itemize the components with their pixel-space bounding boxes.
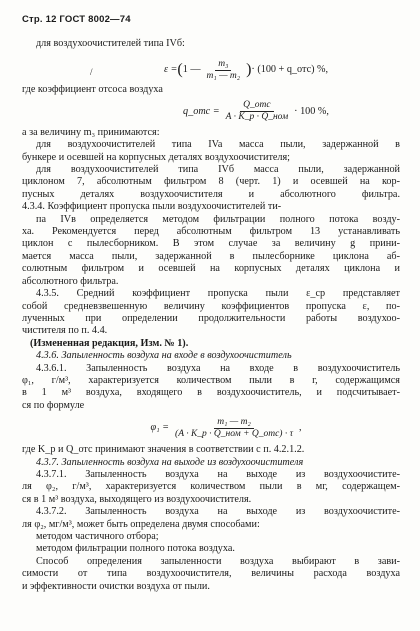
text-line: ся в 1 м³ воздуха, выходящего из воздухоочистителя. (22, 493, 252, 505)
fraction-numerator: m₃ (215, 59, 231, 71)
text-line: φ₁, г/м³, характеризуется количеством пыли в г, содержащимся (22, 374, 400, 386)
formula-phi (52, 412, 400, 444)
text-line: мается масса пыли, задержанной в пылесборнике циклона аб- (22, 250, 400, 262)
text-line: ся по формуле (22, 399, 85, 411)
text-line: для воздухоочистителей типа IVб: (36, 38, 185, 49)
text-line: 4.3.6.1. Запыленность воздуха на входе в воздухоочиститель (36, 362, 400, 374)
fraction (172, 417, 296, 440)
text-line: ля φ₂, мг/м³, может быть определена двумя способами: (22, 518, 260, 530)
stray-mark: / (90, 67, 93, 77)
formula-qotc (112, 97, 400, 127)
formula-lhs: ε = (163, 64, 178, 76)
text-line: лученных при определении продолжительности работы воздухоо- (22, 312, 400, 324)
text-line: для воздухоочистителей типа IVa масса пыли, задержанной в (36, 139, 400, 151)
fraction (204, 59, 244, 82)
text-line: методом фильтрации полного потока воздуха. (36, 543, 235, 555)
text-line: 4.3.7.1. Запыленность воздуха на выходе из воздухоочистите- (36, 468, 400, 480)
text-line: а за величину m₃ принимаются: (22, 126, 160, 138)
text-line: ха. Рекомендуется перед абсолютным фильтром 13 устанавливать (22, 226, 400, 238)
formula-tail: · 100 %, (294, 105, 329, 117)
text-line: где коэффициент отсоса воздуха (22, 84, 163, 96)
text-line: Способ определения запыленности воздуха выбирают в зави- (36, 555, 400, 567)
text-line: циклон с пылесборником. В этом случае за величину g прини- (22, 238, 400, 250)
formula-tail: , (299, 421, 302, 433)
text-line: 4.3.7.2. Запыленность воздуха на выходе из воздухоочистите- (36, 506, 400, 518)
text-line: и эффективности очистки воздуха от пыли. (22, 580, 210, 592)
text-line: циклоном 7, абсолютным фильтром 8 (черт. 1) и осевшей на кор- (22, 176, 400, 188)
text-line: абсолютного фильтра. (22, 275, 119, 287)
text-line: где K_р и Q_отс принимают значения в соответствии с п. 4.2.1.2. (22, 444, 305, 456)
formula-epsilon: ε = ( 1 — $\frac{\text{m₃}}{\text{m₁ — m₂}}$ ) · (100 + q_отс) %, (163, 58, 329, 81)
text-line: симости от типа воздухоочистителя, величины расхода воздуха (22, 568, 400, 580)
formula-term: 1 — (182, 64, 201, 76)
section-heading: 4.3.7. Запыленность воздуха на выходе из воздухоочистителя (36, 456, 304, 468)
formula-lhs: q_отс = (183, 105, 220, 117)
text-line: бункере и осевшей на корпусных деталях воздухоочистителя; (22, 151, 291, 163)
fraction (223, 100, 292, 123)
formula-lhs: φ₁ = (150, 421, 170, 433)
page-header: Стр. 12 ГОСТ 8002—74 (22, 14, 131, 25)
section-heading: 4.3.6. Запыленность воздуха на входе в воздухоочиститель (36, 350, 292, 362)
text-line: методом частичного отбора; (36, 531, 159, 542)
text-line: па IVв определяется методом фильтрации полного потока возду- (36, 213, 400, 225)
text-line: пусных деталях воздухоочистителя и абсолютного фильтра. (22, 188, 400, 200)
fraction-denominator: A · K_р · Q_ном (225, 112, 289, 123)
text-line: собой средневзвешенную величину коэффициентов пропуска ε, по- (22, 300, 400, 312)
page-body (22, 34, 400, 593)
text-line: 4.3.4. Коэффициент пропуска пыли воздухоочистителей ти- (22, 201, 282, 213)
fraction-numerator: Q_отс (240, 100, 273, 112)
amendment-note: (Измененная редакция, Изм. № 1). (30, 337, 189, 349)
text-line: для воздухоочистителей типа IVб масса пыли, задержанной (36, 164, 400, 176)
text-line: солютным фильтром и осевшей на корпусных деталях циклона и (22, 263, 400, 275)
formula-tail: · (100 + q_отс) %, (251, 64, 329, 76)
fraction-denominator: m₁ — m₂ (206, 70, 241, 81)
text-line: ля φ₂, г/м³, характеризуется количеством пыли в мг, содержащем- (22, 481, 400, 493)
fraction-denominator: (A · K_р · Q_ном + Q_отс) · τ (175, 428, 293, 439)
text-line: в 1 м³ воздуха, входящего в воздухоочиститель, и подсчитывает- (22, 387, 400, 399)
text-line: чистителя по п. 4.4. (22, 325, 108, 337)
fraction-numerator: m₁ — m₂ (214, 417, 254, 429)
text-line: 4.3.5. Средний коэффициент пропуска пыли ε_ср представляет (36, 288, 400, 300)
